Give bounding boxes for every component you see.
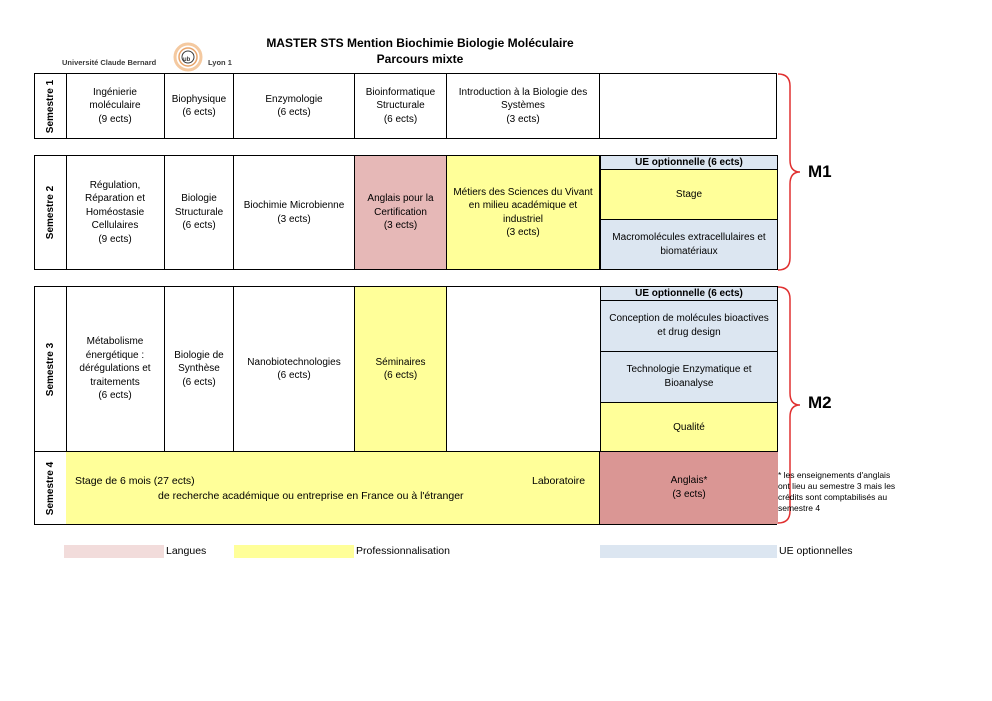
course-biologie-synthese: Biologie de Synthèse (6 ects) <box>165 287 234 451</box>
m1-label: M1 <box>808 162 832 181</box>
course-nanobiotechnologies: Nanobiotechnologies (6 ects) <box>234 287 355 451</box>
s2-optional-macromolecules: Macromolécules extracellulaires et biomatériaux <box>600 219 778 270</box>
page-title: MASTER STS Mention Biochimie Biologie Moléculaire <box>266 36 574 50</box>
course-bioinformatique-structurale: Bioinformatique Structurale (6 ects) <box>355 74 447 138</box>
semester-2-label: Semestre 2 <box>35 156 67 269</box>
course-biophysique: Biophysique (6 ects) <box>165 74 234 138</box>
university-logo <box>62 42 232 72</box>
course-regulation-reparation: Régulation, Réparation et Homéostasie Cellulaires (9 ects) <box>66 156 165 269</box>
m1-brace-icon <box>776 72 806 272</box>
course-metabolisme-energetique: Métabolisme énergétique : dérégulations et traitements (6 ects) <box>66 287 165 451</box>
m2-label: M2 <box>808 393 832 412</box>
semester-3-block <box>34 286 777 452</box>
semester-4-label: Semestre 4 <box>35 452 67 524</box>
s4-stage-description: de recherche académique ou entreprise en France ou à l'étranger <box>158 490 464 502</box>
legend-swatch-ue-optionnelles <box>600 545 777 558</box>
s3-optional-qualite: Qualité <box>600 402 778 453</box>
s3-optional-header: UE optionnelle (6 ects) <box>600 286 778 301</box>
s4-stage-cell <box>66 452 600 524</box>
s3-optional-conception-molecules: Conception de molécules bioactives et drug design <box>600 300 778 352</box>
logo-mark: ub <box>183 57 191 63</box>
s4-stage-duration: Stage de 6 mois (27 ects) <box>75 475 195 487</box>
course-biologie-structurale: Biologie Structurale (6 ects) <box>165 156 234 269</box>
course-metiers-sciences-vivant: Métiers des Sciences du Vivant en milieu académique et industriel (3 ects) <box>447 156 600 269</box>
logo-text-left: Université Claude Bernard <box>62 58 157 67</box>
semester-3-label: Semestre 3 <box>35 287 67 451</box>
logo-text-right: Lyon 1 <box>208 58 232 67</box>
legend-swatch-langues <box>64 545 164 558</box>
s3-optional-technologie-enzymatique: Technologie Enzymatique et Bioanalyse <box>600 351 778 403</box>
english-footnote: * les enseignements d'anglais ont lieu au semestre 3 mais les crédits sont comptabilisés au semestre 4 <box>778 470 896 514</box>
legend-langues: Langues <box>166 545 207 557</box>
s2-optional-header: UE optionnelle (6 ects) <box>600 155 778 170</box>
s2-optional-stage: Stage <box>600 169 778 220</box>
page-subtitle: Parcours mixte <box>376 52 464 66</box>
legend-swatch-professionnalisation <box>234 545 354 558</box>
course-seminaires: Séminaires (6 ects) <box>355 287 447 451</box>
course-ingenierie-moleculaire: Ingénierie moléculaire (9 ects) <box>66 74 165 138</box>
legend-professionnalisation: Professionnalisation <box>356 545 450 557</box>
course-anglais-certification: Anglais pour la Certification (3 ects) <box>355 156 447 269</box>
s4-stage-laboratoire: Laboratoire <box>532 475 586 487</box>
s4-anglais: Anglais* (3 ects) <box>600 452 778 524</box>
semester-1-block <box>34 73 777 139</box>
course-enzymologie: Enzymologie (6 ects) <box>234 74 355 138</box>
course-biologie-des-systemes: Introduction à la Biologie des Systèmes (3 ects) <box>447 74 600 138</box>
course-biochimie-microbienne: Biochimie Microbienne (3 ects) <box>234 156 355 269</box>
semester-1-label: Semestre 1 <box>35 74 67 138</box>
semester-4-block <box>34 451 777 525</box>
legend-ue-optionnelles: UE optionnelles <box>779 545 853 557</box>
semester-2-block <box>34 155 777 270</box>
